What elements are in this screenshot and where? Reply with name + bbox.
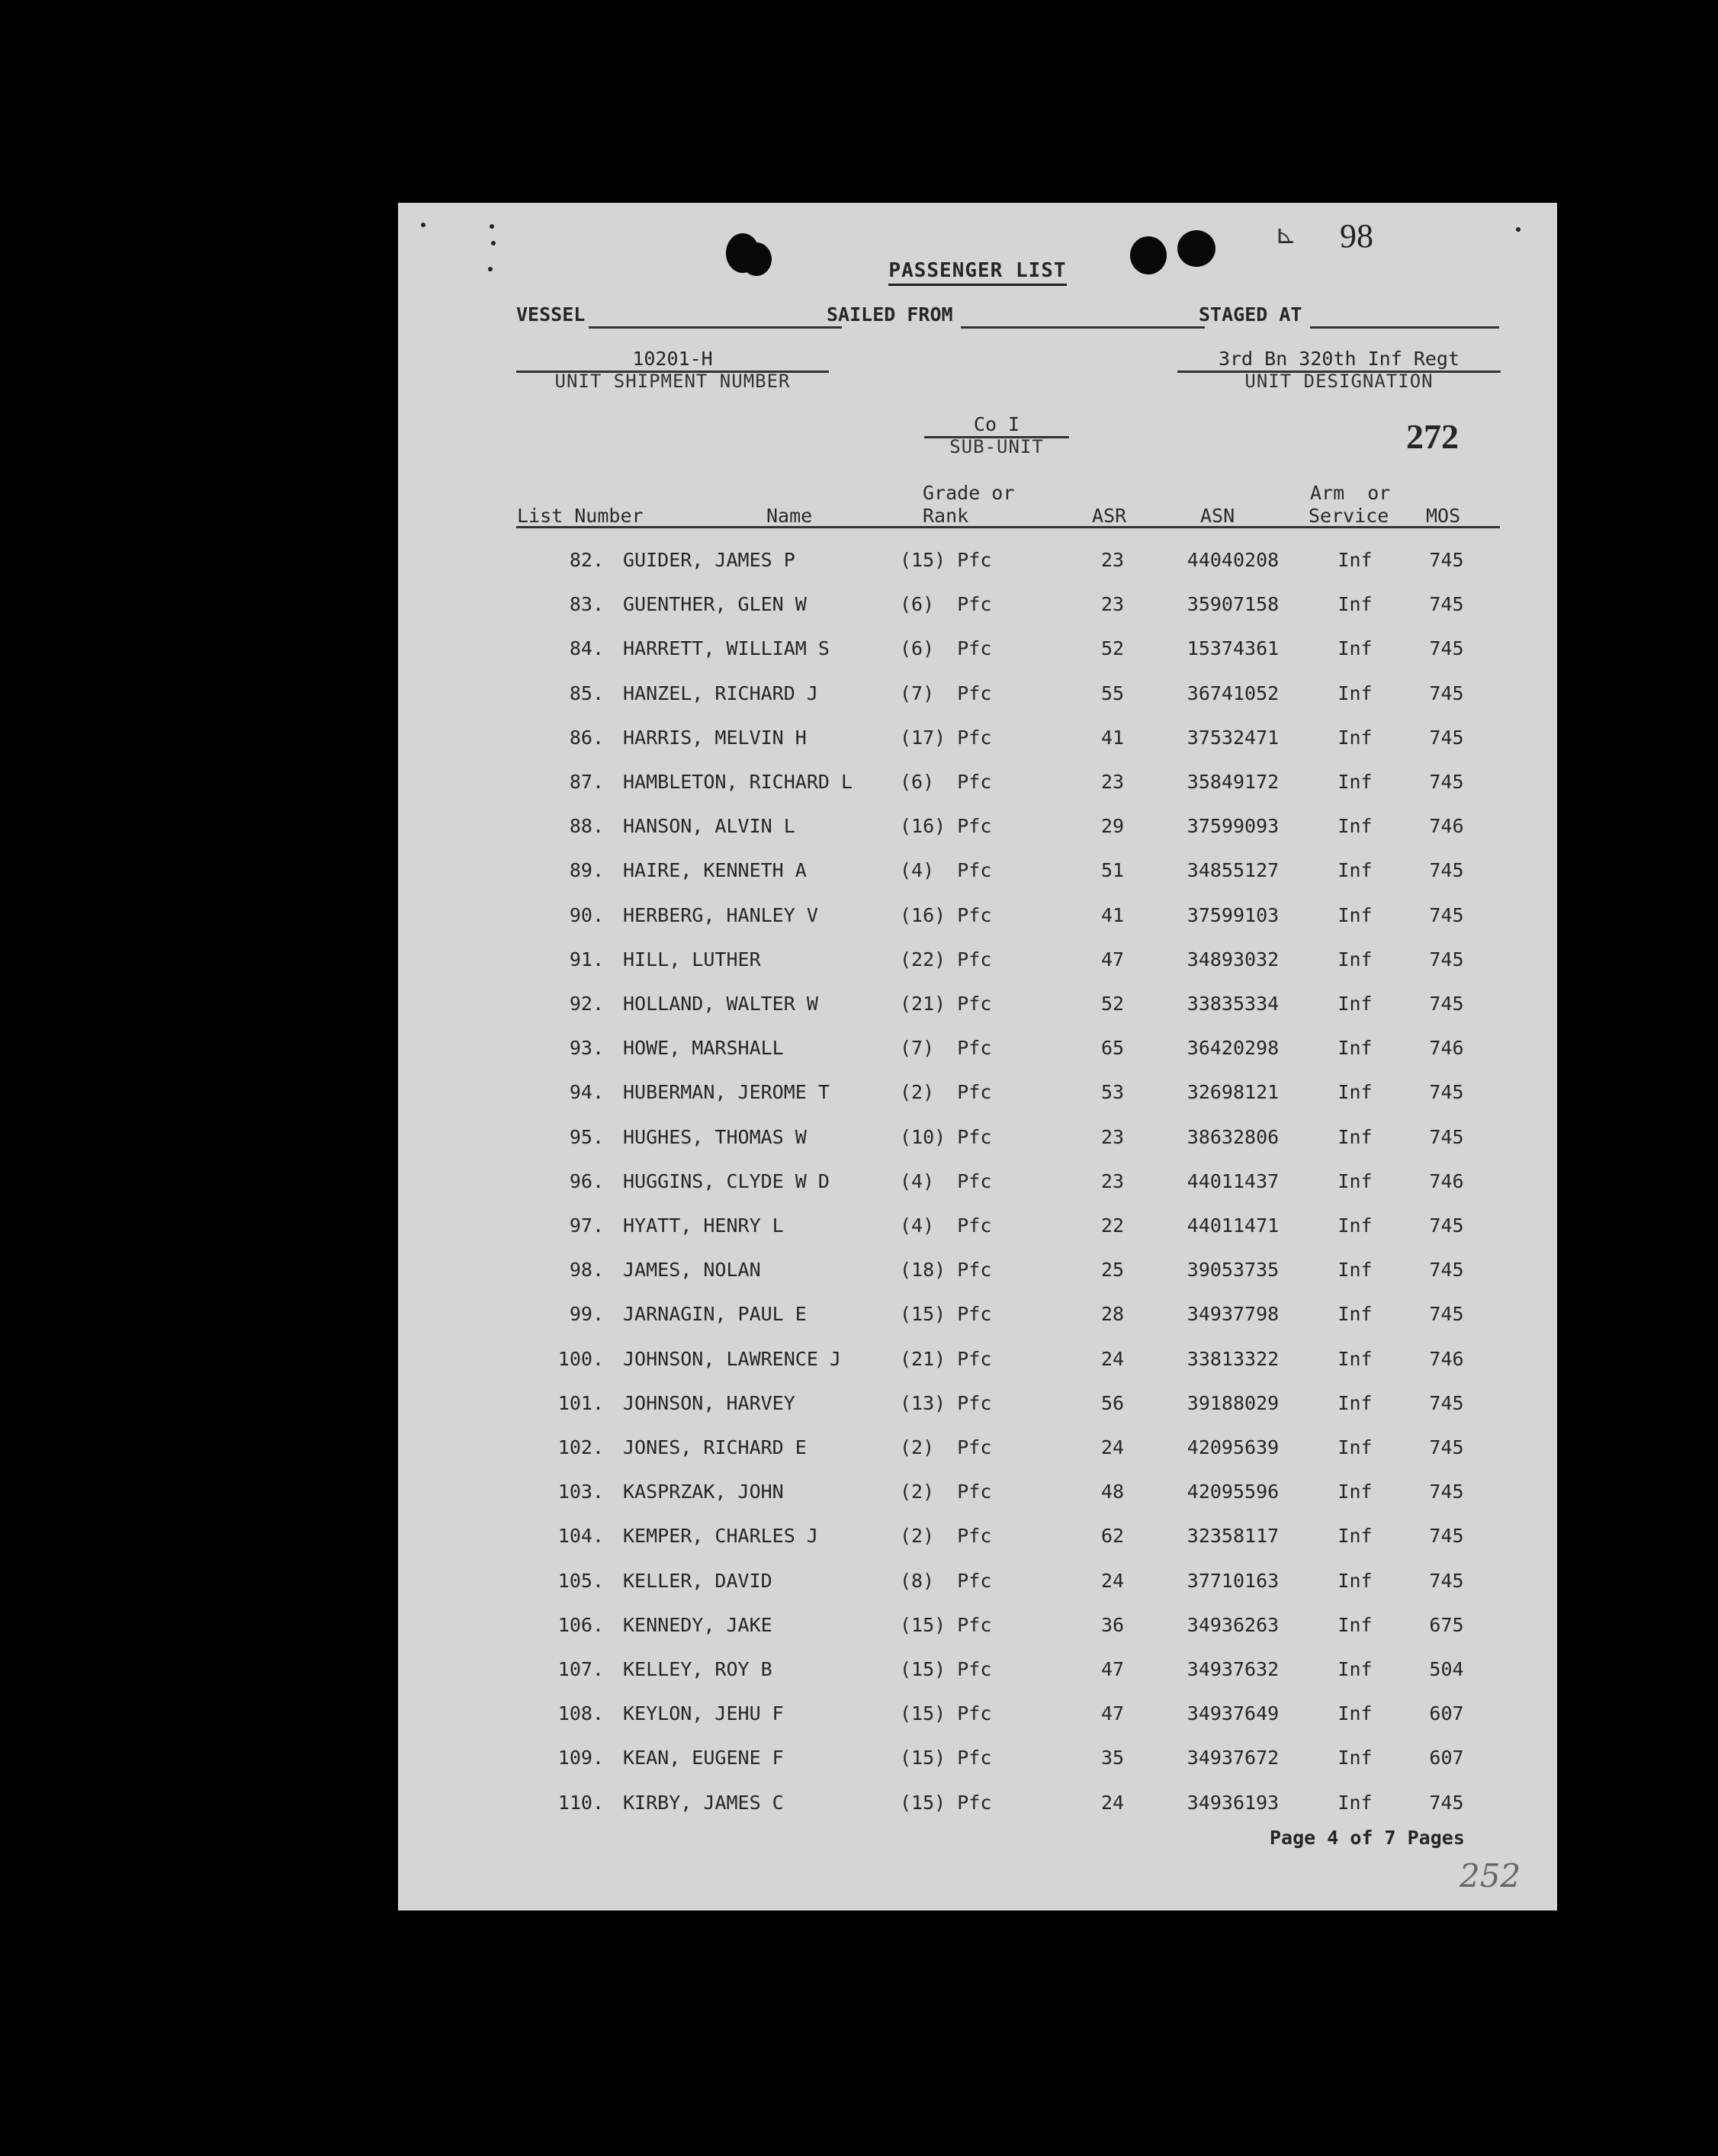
- arm-service: Inf: [1337, 549, 1373, 571]
- mos-value: 745: [1429, 859, 1464, 881]
- mos-value: 745: [1429, 1392, 1464, 1414]
- asn-value: 34937632: [1187, 1658, 1280, 1680]
- table-row: [398, 1436, 1557, 1481]
- list-number: 99.: [569, 1303, 604, 1325]
- arm-service: Inf: [1337, 727, 1373, 749]
- list-number: 87.: [569, 771, 604, 793]
- grade-rank: (16) Pfc: [900, 904, 992, 926]
- grade-rank: (17) Pfc: [900, 727, 992, 749]
- header-arm-line1: Arm or: [1310, 482, 1391, 504]
- mos-value: 745: [1429, 549, 1464, 571]
- table-row: [398, 637, 1557, 682]
- list-number: 106.: [557, 1614, 604, 1636]
- arm-service: Inf: [1337, 1170, 1373, 1192]
- mos-value: 745: [1429, 1303, 1464, 1325]
- page-stamp-number: 272: [1406, 417, 1459, 456]
- table-row: [398, 593, 1557, 637]
- handwritten-number: 252: [1459, 1857, 1521, 1895]
- table-row: [398, 904, 1557, 948]
- document-page: [398, 203, 1557, 1911]
- table-row: [398, 1170, 1557, 1214]
- asr-value: 65: [1100, 1037, 1125, 1059]
- asn-value: 37599103: [1187, 904, 1280, 926]
- arm-service: Inf: [1337, 1303, 1373, 1325]
- header-asr: ASR: [1092, 505, 1127, 527]
- mos-value: 675: [1429, 1614, 1464, 1636]
- grade-rank: (18) Pfc: [900, 1259, 992, 1281]
- list-number: 94.: [569, 1081, 604, 1103]
- passenger-name: GUENTHER, GLEN W: [623, 593, 807, 615]
- asr-value: 52: [1100, 637, 1125, 659]
- asr-value: 51: [1100, 859, 1125, 881]
- list-number: 95.: [569, 1126, 604, 1148]
- asr-value: 23: [1100, 771, 1125, 793]
- grade-rank: (8) Pfc: [900, 1570, 992, 1592]
- mos-value: 745: [1429, 1436, 1464, 1458]
- grade-rank: (16) Pfc: [900, 815, 992, 837]
- passenger-name: JOHNSON, LAWRENCE J: [623, 1348, 841, 1370]
- asn-value: 34937672: [1187, 1747, 1280, 1769]
- mos-value: 745: [1429, 1259, 1464, 1281]
- grade-rank: (4) Pfc: [900, 859, 992, 881]
- asr-value: 48: [1100, 1481, 1125, 1503]
- asn-value: 34936193: [1187, 1792, 1280, 1814]
- stamp-mark: ⊾: [1275, 220, 1297, 250]
- asr-value: 25: [1100, 1259, 1125, 1281]
- page-footer: Page 4 of 7 Pages: [1270, 1827, 1465, 1849]
- table-row: [398, 1702, 1557, 1747]
- grade-rank: (15) Pfc: [900, 1702, 992, 1724]
- passenger-name: HARRIS, MELVIN H: [623, 727, 807, 749]
- arm-service: Inf: [1337, 1126, 1373, 1148]
- list-number: 110.: [557, 1792, 604, 1814]
- header-list-number: List Number: [517, 505, 644, 527]
- mos-value: 746: [1429, 1170, 1464, 1192]
- asn-value: 36741052: [1187, 682, 1280, 704]
- list-number: 89.: [569, 859, 604, 881]
- table-row: [398, 948, 1557, 993]
- title-text: PASSENGER LIST: [888, 259, 1066, 286]
- list-number: 104.: [557, 1525, 604, 1547]
- mos-value: 745: [1429, 1792, 1464, 1814]
- table-row: [398, 549, 1557, 593]
- mos-value: 745: [1429, 904, 1464, 926]
- list-number: 82.: [569, 549, 604, 571]
- passenger-name: HAMBLETON, RICHARD L: [623, 771, 853, 793]
- grade-rank: (15) Pfc: [900, 1658, 992, 1680]
- grade-rank: (21) Pfc: [900, 1348, 992, 1370]
- grade-rank: (4) Pfc: [900, 1214, 992, 1237]
- arm-service: Inf: [1337, 1570, 1373, 1592]
- arm-service: Inf: [1337, 1037, 1373, 1059]
- passenger-name: JARNAGIN, PAUL E: [623, 1303, 807, 1325]
- asr-value: 56: [1100, 1392, 1125, 1414]
- list-number: 101.: [557, 1392, 604, 1414]
- arm-service: Inf: [1337, 1614, 1373, 1636]
- unit-shipment-caption: UNIT SHIPMENT NUMBER: [554, 371, 791, 392]
- grade-rank: (15) Pfc: [900, 1303, 992, 1325]
- header-asn: ASN: [1200, 505, 1235, 527]
- passenger-name: KEAN, EUGENE F: [623, 1747, 784, 1769]
- list-number: 100.: [557, 1348, 604, 1370]
- asn-value: 33835334: [1187, 993, 1280, 1015]
- table-row: [398, 682, 1557, 727]
- mos-value: 745: [1429, 637, 1464, 659]
- list-number: 83.: [569, 593, 604, 615]
- vessel-label: VESSEL: [516, 303, 586, 326]
- passenger-name: HOLLAND, WALTER W: [623, 993, 818, 1015]
- arm-service: Inf: [1337, 771, 1373, 793]
- asn-value: 37599093: [1187, 815, 1280, 837]
- arm-service: Inf: [1337, 1702, 1373, 1724]
- list-number: 105.: [557, 1570, 604, 1592]
- grade-rank: (4) Pfc: [900, 1170, 992, 1192]
- mos-value: 745: [1429, 1525, 1464, 1547]
- grade-rank: (13) Pfc: [900, 1392, 992, 1414]
- mos-value: 504: [1429, 1658, 1464, 1680]
- asn-value: 34936263: [1187, 1614, 1280, 1636]
- stamp-number: 98: [1340, 217, 1373, 255]
- passenger-name: HAIRE, KENNETH A: [623, 859, 807, 881]
- passenger-name: HILL, LUTHER: [623, 948, 761, 971]
- asn-value: 42095596: [1187, 1481, 1280, 1503]
- list-number: 84.: [569, 637, 604, 659]
- sub-unit-value: Co I: [973, 413, 1020, 435]
- arm-service: Inf: [1337, 1658, 1373, 1680]
- asn-value: 32358117: [1187, 1525, 1280, 1547]
- list-number: 91.: [569, 948, 604, 971]
- asn-value: 44040208: [1187, 549, 1280, 571]
- table-row: [398, 1259, 1557, 1303]
- passenger-name: HOWE, MARSHALL: [623, 1037, 784, 1059]
- asn-value: 38632806: [1187, 1126, 1280, 1148]
- mos-value: 745: [1429, 1570, 1464, 1592]
- mos-value: 745: [1429, 1126, 1464, 1148]
- table-row: [398, 1037, 1557, 1081]
- asn-value: 44011471: [1187, 1214, 1280, 1237]
- table-row: [398, 1348, 1557, 1392]
- grade-rank: (15) Pfc: [900, 1614, 992, 1636]
- passenger-name: HUGHES, THOMAS W: [623, 1126, 807, 1148]
- mos-value: 746: [1429, 1037, 1464, 1059]
- passenger-name: KEMPER, CHARLES J: [623, 1525, 818, 1547]
- asr-value: 24: [1100, 1348, 1125, 1370]
- arm-service: Inf: [1337, 948, 1373, 971]
- table-row: [398, 771, 1557, 815]
- arm-service: Inf: [1337, 904, 1373, 926]
- passenger-name: KELLEY, ROY B: [623, 1658, 772, 1680]
- table-row: [398, 727, 1557, 771]
- asr-value: 23: [1100, 1170, 1125, 1192]
- table-row: [398, 859, 1557, 903]
- asn-value: 34937649: [1187, 1702, 1280, 1724]
- asn-value: 42095639: [1187, 1436, 1280, 1458]
- passenger-name: GUIDER, JAMES P: [623, 549, 795, 571]
- asn-value: 35907158: [1187, 593, 1280, 615]
- table-row: [398, 1481, 1557, 1525]
- mos-value: 745: [1429, 1481, 1464, 1503]
- arm-service: Inf: [1337, 637, 1373, 659]
- arm-service: Inf: [1337, 1792, 1373, 1814]
- asn-value: 34855127: [1187, 859, 1280, 881]
- arm-service: Inf: [1337, 1348, 1373, 1370]
- arm-service: Inf: [1337, 1747, 1373, 1769]
- asr-value: 47: [1100, 1702, 1125, 1724]
- passenger-table: [398, 203, 1557, 1911]
- asr-value: 22: [1100, 1214, 1125, 1237]
- mos-value: 745: [1429, 948, 1464, 971]
- list-number: 103.: [557, 1481, 604, 1503]
- mos-value: 607: [1429, 1702, 1464, 1724]
- passenger-name: HARRETT, WILLIAM S: [623, 637, 830, 659]
- asr-value: 29: [1100, 815, 1125, 837]
- table-row: [398, 1214, 1557, 1259]
- header-mos: MOS: [1426, 505, 1461, 527]
- asn-value: 44011437: [1187, 1170, 1280, 1192]
- grade-rank: (10) Pfc: [900, 1126, 992, 1148]
- list-number: 85.: [569, 682, 604, 704]
- arm-service: Inf: [1337, 682, 1373, 704]
- table-row: [398, 1303, 1557, 1347]
- arm-service: Inf: [1337, 993, 1373, 1015]
- arm-service: Inf: [1337, 1525, 1373, 1547]
- passenger-name: KELLER, DAVID: [623, 1570, 772, 1592]
- mos-value: 745: [1429, 593, 1464, 615]
- passenger-name: JAMES, NOLAN: [623, 1259, 761, 1281]
- passenger-name: HANZEL, RICHARD J: [623, 682, 818, 704]
- asr-value: 23: [1100, 1126, 1125, 1148]
- mos-value: 745: [1429, 682, 1464, 704]
- arm-service: Inf: [1337, 815, 1373, 837]
- passenger-name: HUGGINS, CLYDE W D: [623, 1170, 830, 1192]
- list-number: 97.: [569, 1214, 604, 1237]
- grade-rank: (22) Pfc: [900, 948, 992, 971]
- mos-value: 607: [1429, 1747, 1464, 1769]
- asr-value: 23: [1100, 593, 1125, 615]
- table-row: [398, 1614, 1557, 1658]
- asn-value: 36420298: [1187, 1037, 1280, 1059]
- mos-value: 746: [1429, 815, 1464, 837]
- asr-value: 52: [1100, 993, 1125, 1015]
- passenger-name: JONES, RICHARD E: [623, 1436, 807, 1458]
- header-grade-line2: Rank: [923, 505, 969, 527]
- passenger-name: JOHNSON, HARVEY: [623, 1392, 795, 1414]
- asn-value: 35849172: [1187, 771, 1280, 793]
- staged-at-label: STAGED AT: [1199, 303, 1302, 326]
- list-number: 92.: [569, 993, 604, 1015]
- table-row: [398, 1126, 1557, 1170]
- list-number: 107.: [557, 1658, 604, 1680]
- mos-value: 745: [1429, 1214, 1464, 1237]
- asn-value: 33813322: [1187, 1348, 1280, 1370]
- grade-rank: (7) Pfc: [900, 1037, 992, 1059]
- asr-value: 35: [1100, 1747, 1125, 1769]
- list-number: 108.: [557, 1702, 604, 1724]
- table-row: [398, 1747, 1557, 1791]
- grade-rank: (15) Pfc: [900, 1792, 992, 1814]
- sub-unit-caption: SUB-UNIT: [949, 436, 1044, 457]
- arm-service: Inf: [1337, 859, 1373, 881]
- header-grade-line1: Grade or: [923, 482, 1015, 504]
- header-arm-line2: Service: [1309, 505, 1389, 527]
- arm-service: Inf: [1337, 1214, 1373, 1237]
- asr-value: 55: [1100, 682, 1125, 704]
- grade-rank: (2) Pfc: [900, 1481, 992, 1503]
- asr-value: 36: [1100, 1614, 1125, 1636]
- mos-value: 746: [1429, 1348, 1464, 1370]
- grade-rank: (6) Pfc: [900, 771, 992, 793]
- table-row: [398, 1658, 1557, 1702]
- table-row: [398, 993, 1557, 1037]
- unit-designation-caption: UNIT DESIGNATION: [1244, 371, 1434, 392]
- passenger-name: HERBERG, HANLEY V: [623, 904, 818, 926]
- grade-rank: (2) Pfc: [900, 1081, 992, 1103]
- grade-rank: (2) Pfc: [900, 1436, 992, 1458]
- table-row: [398, 815, 1557, 859]
- asr-value: 47: [1100, 948, 1125, 971]
- arm-service: Inf: [1337, 1392, 1373, 1414]
- asr-value: 24: [1100, 1570, 1125, 1592]
- unit-designation-value: 3rd Bn 320th Inf Regt: [1218, 348, 1460, 370]
- list-number: 98.: [569, 1259, 604, 1281]
- table-row: [398, 1570, 1557, 1614]
- unit-shipment-value: 10201-H: [632, 348, 713, 370]
- asr-value: 62: [1100, 1525, 1125, 1547]
- asn-value: 39188029: [1187, 1392, 1280, 1414]
- asr-value: 23: [1100, 549, 1125, 571]
- mos-value: 745: [1429, 771, 1464, 793]
- asn-value: 15374361: [1187, 637, 1280, 659]
- asr-value: 53: [1100, 1081, 1125, 1103]
- list-number: 109.: [557, 1747, 604, 1769]
- passenger-name: HANSON, ALVIN L: [623, 815, 795, 837]
- asr-value: 47: [1100, 1658, 1125, 1680]
- asr-value: 41: [1100, 904, 1125, 926]
- sailed-from-label: SAILED FROM: [827, 303, 953, 326]
- passenger-name: HUBERMAN, JEROME T: [623, 1081, 830, 1103]
- asn-value: 37532471: [1187, 727, 1280, 749]
- table-row: [398, 1525, 1557, 1569]
- asr-value: 41: [1100, 727, 1125, 749]
- passenger-name: KEYLON, JEHU F: [623, 1702, 784, 1724]
- grade-rank: (2) Pfc: [900, 1525, 992, 1547]
- arm-service: Inf: [1337, 1436, 1373, 1458]
- asr-value: 24: [1100, 1792, 1125, 1814]
- list-number: 86.: [569, 727, 604, 749]
- asr-value: 24: [1100, 1436, 1125, 1458]
- list-number: 102.: [557, 1436, 604, 1458]
- arm-service: Inf: [1337, 593, 1373, 615]
- list-number: 96.: [569, 1170, 604, 1192]
- grade-rank: (21) Pfc: [900, 993, 992, 1015]
- table-row: [398, 1392, 1557, 1436]
- asn-value: 37710163: [1187, 1570, 1280, 1592]
- asr-value: 28: [1100, 1303, 1125, 1325]
- header-name: Name: [766, 505, 813, 527]
- grade-rank: (7) Pfc: [900, 682, 992, 704]
- asn-value: 39053735: [1187, 1259, 1280, 1281]
- grade-rank: (15) Pfc: [900, 1747, 992, 1769]
- mos-value: 745: [1429, 727, 1464, 749]
- arm-service: Inf: [1337, 1481, 1373, 1503]
- mos-value: 745: [1429, 1081, 1464, 1103]
- mos-value: 745: [1429, 993, 1464, 1015]
- list-number: 93.: [569, 1037, 604, 1059]
- passenger-name: KIRBY, JAMES C: [623, 1792, 784, 1814]
- asn-value: 32698121: [1187, 1081, 1280, 1103]
- table-row: [398, 1081, 1557, 1125]
- grade-rank: (15) Pfc: [900, 549, 992, 571]
- grade-rank: (6) Pfc: [900, 637, 992, 659]
- grade-rank: (6) Pfc: [900, 593, 992, 615]
- passenger-name: KASPRZAK, JOHN: [623, 1481, 784, 1503]
- list-number: 90.: [569, 904, 604, 926]
- asn-value: 34893032: [1187, 948, 1280, 971]
- passenger-name: KENNEDY, JAKE: [623, 1614, 772, 1636]
- list-number: 88.: [569, 815, 604, 837]
- passenger-name: HYATT, HENRY L: [623, 1214, 784, 1237]
- arm-service: Inf: [1337, 1259, 1373, 1281]
- arm-service: Inf: [1337, 1081, 1373, 1103]
- asn-value: 34937798: [1187, 1303, 1280, 1325]
